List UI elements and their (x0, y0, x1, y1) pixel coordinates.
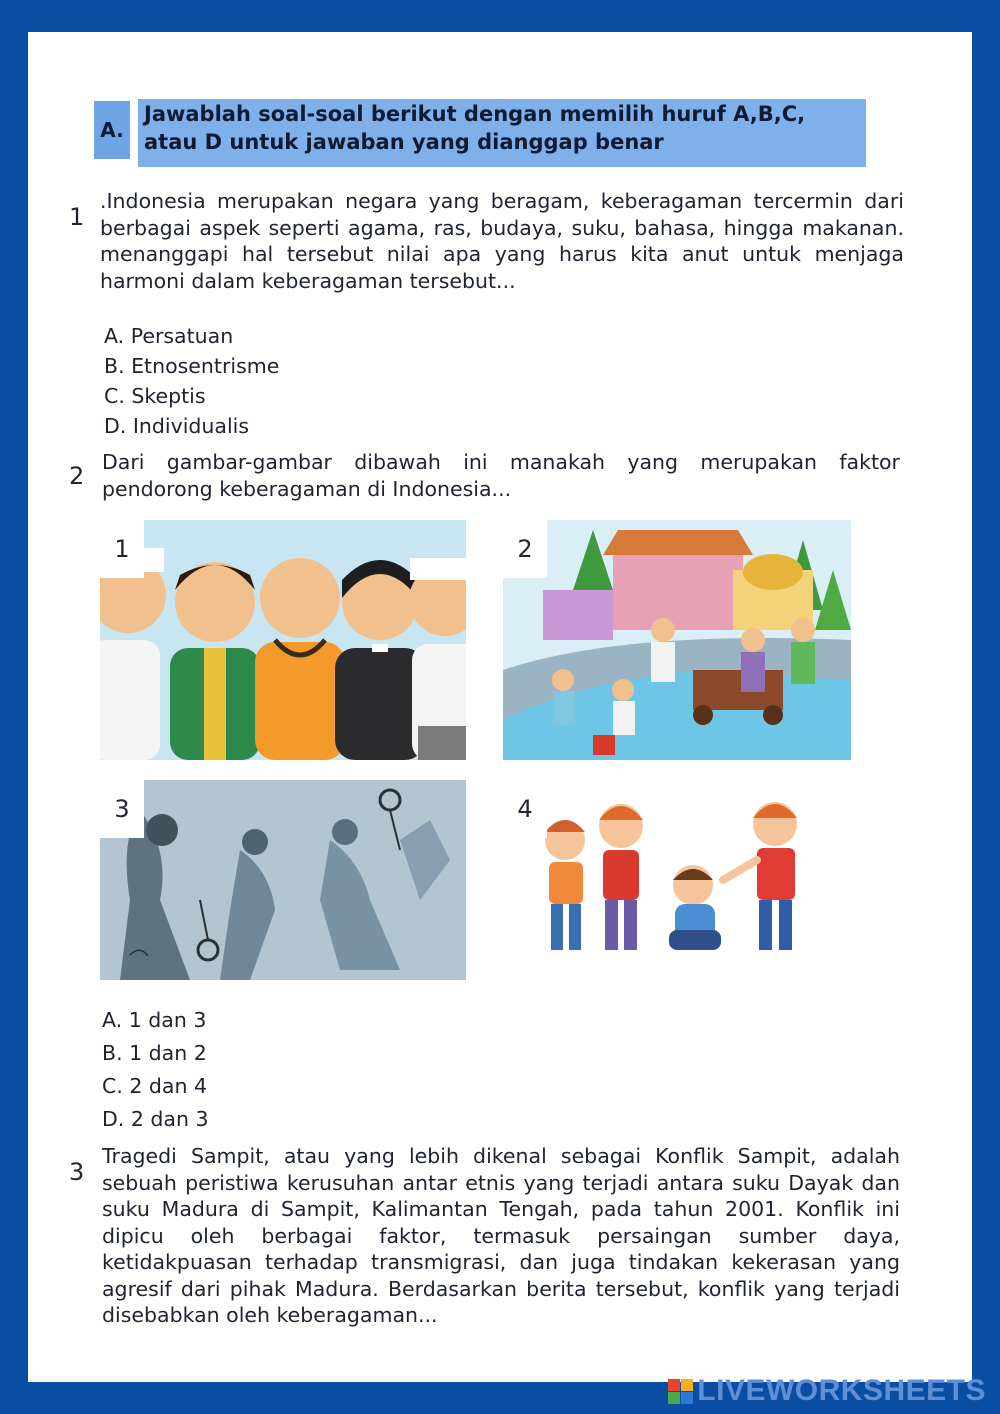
option-c[interactable]: C. Skeptis (104, 384, 206, 408)
liveworksheets-watermark (668, 1374, 986, 1408)
option-a[interactable]: A. Persatuan (104, 324, 234, 348)
question-2-number: 2 (69, 462, 85, 490)
instruction-line-2: atau D untuk jawaban yang dianggap benar (144, 130, 664, 154)
instruction-line-1: Jawablah soal-soal berikut dengan memilih huruf A,B,C, (144, 102, 806, 126)
liveworksheets-logo-icon (668, 1379, 693, 1404)
question-1-text: .Indonesia merupakan negara yang beragam, keberagaman tercermin dari berbagai aspek seperti agama, ras, budaya, suku, bahasa, hingga makanan. menanggapi hal tersebut nilai apa yang harus kita anut untuk menjaga harmoni dalam keberagaman tersebut... (100, 189, 904, 293)
image-religious-figures (100, 520, 466, 760)
image-riot-sketch (100, 780, 466, 980)
question-1-options (104, 321, 279, 441)
image-label-4: 4 (503, 780, 547, 838)
option-d[interactable]: D. 2 dan 3 (102, 1107, 209, 1131)
question-3-number: 3 (69, 1158, 85, 1186)
question-3-text: Tragedi Sampit, atau yang lebih dikenal sebagai Konflik Sampit, adalah sebuah peristiwa kerusuhan antar etnis yang terjadi antara suku Dayak dan suku Madura di Sampit, Kalimantan Tengah, pada tahun 2001. Konflik ini dipicu oleh berbagai faktor, termasuk persaingan sumber daya, ketidakpuasan terhadap transmigrasi, dan juga tindakan kekerasan yang agresif dari pihak Madura. Berdasarkan berita tersebut, konflik yang terjadi disebabkan oleh keberagaman... (102, 1144, 900, 1327)
watermark-text: LIVEWORKSHEETS (697, 1374, 986, 1407)
image-label-3: 3 (100, 780, 144, 838)
option-c[interactable]: C. 2 dan 4 (102, 1074, 208, 1098)
image-bullying-kids (503, 780, 851, 980)
question-2-text: Dari gambar-gambar dibawah ini manakah yang merupakan faktor pendorong keberagaman di Indonesia... (102, 450, 900, 501)
section-letter: A. (94, 101, 130, 159)
option-a[interactable]: A. 1 dan 3 (102, 1008, 207, 1032)
question-1-number: 1 (69, 203, 85, 231)
image-label-2: 2 (503, 520, 547, 578)
worksheet-page (28, 32, 972, 1382)
image-village-market (503, 520, 851, 760)
question-2-options (102, 1004, 209, 1136)
option-b[interactable]: B. Etnosentrisme (104, 354, 280, 378)
section-instruction (138, 99, 866, 167)
option-b[interactable]: B. 1 dan 2 (102, 1041, 207, 1065)
option-d[interactable]: D. Individualis (104, 414, 250, 438)
image-label-1: 1 (100, 520, 144, 578)
